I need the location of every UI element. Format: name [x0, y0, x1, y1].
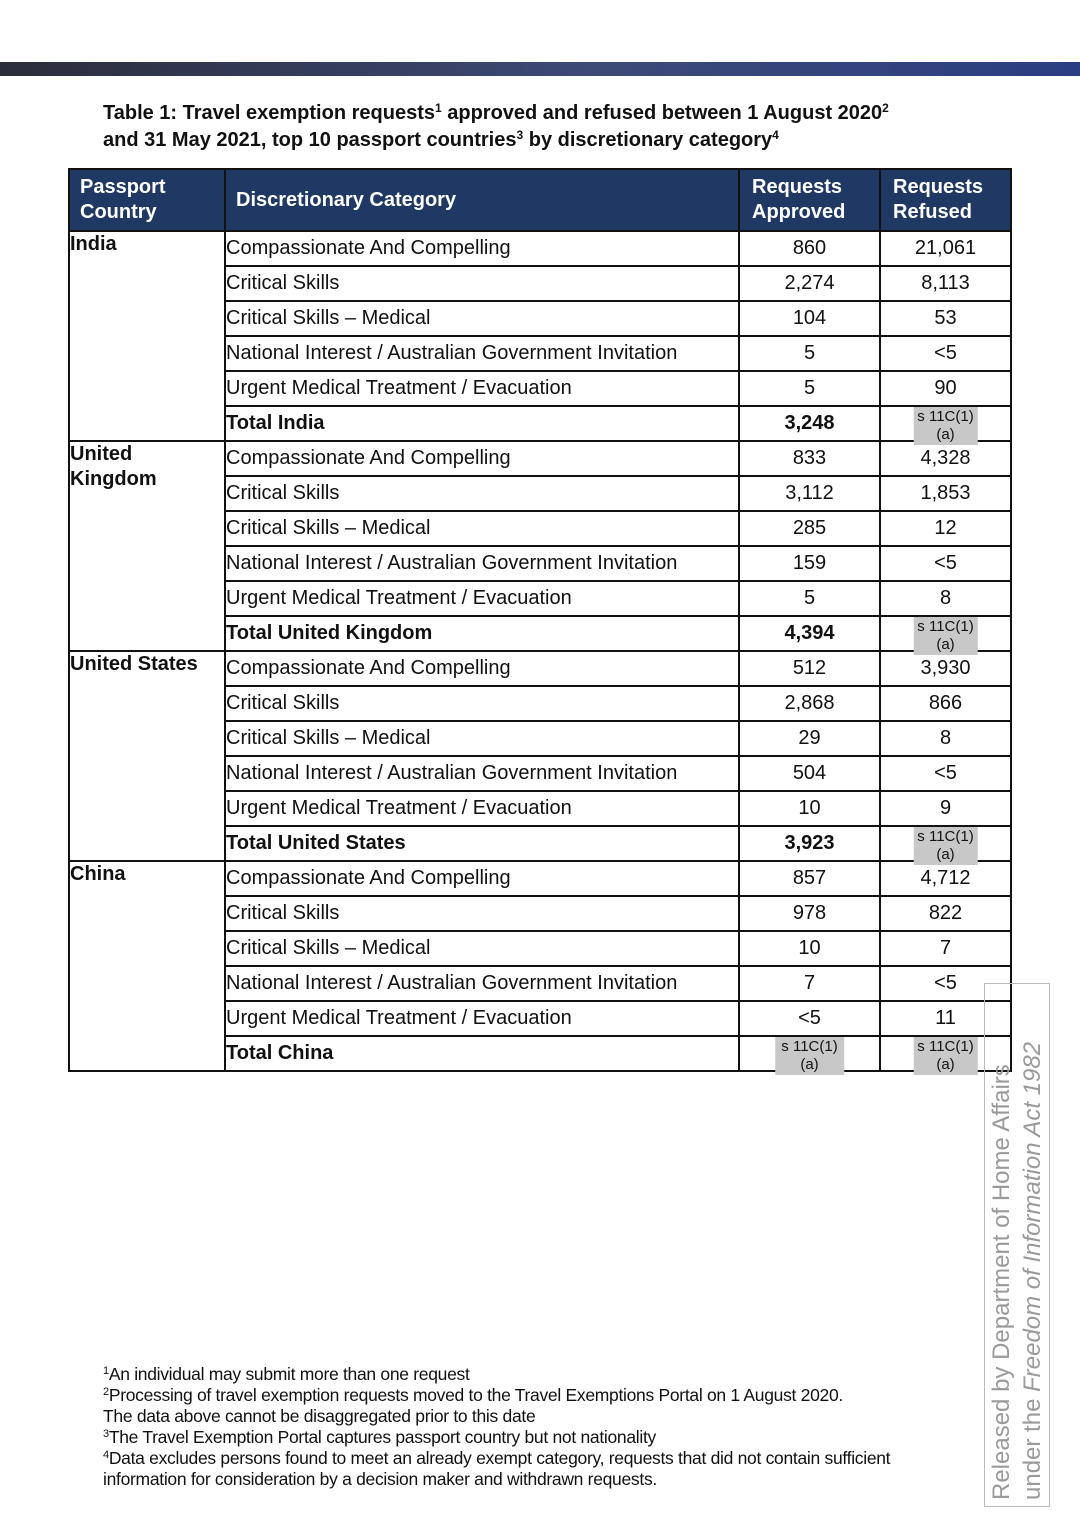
category-cell: Critical Skills – Medical: [225, 511, 739, 546]
approved-cell: <5: [739, 1001, 880, 1036]
table-caption: Table 1: Travel exemption requests$^1$ approved and refused between 1 August 2020$^2$ and 31 May 2021, top 10 passport countries$^3$ by discretionary category$^4$: [103, 101, 889, 151]
refused-cell: 8,113: [880, 266, 1011, 301]
refused-cell: 4,712: [880, 861, 1011, 896]
approved-cell: 3,112: [739, 476, 880, 511]
total-label: Total China: [225, 1036, 739, 1071]
approved-cell: 857: [739, 861, 880, 896]
approved-redacted-cell: [739, 1036, 880, 1071]
refused-cell: 12: [880, 511, 1011, 546]
header-requests-refused: Requests Refused: [880, 169, 1011, 231]
country-cell: United Kingdom: [69, 441, 225, 651]
category-cell: Urgent Medical Treatment / Evacuation: [225, 371, 739, 406]
redaction-mark: s 11C(1)(a): [913, 1037, 978, 1075]
approved-cell: 7: [739, 966, 880, 1001]
refused-cell: 53: [880, 301, 1011, 336]
refused-cell: 21,061: [880, 231, 1011, 266]
refused-cell: 9: [880, 791, 1011, 826]
table-row: [69, 441, 1011, 476]
refused-cell: 11: [880, 1001, 1011, 1036]
category-cell: Compassionate And Compelling: [225, 231, 739, 266]
category-cell: Critical Skills – Medical: [225, 301, 739, 336]
country-cell: India: [69, 231, 225, 441]
refused-redacted-cell: [880, 406, 1011, 441]
category-cell: Critical Skills: [225, 476, 739, 511]
foi-release-stamp: [984, 983, 1050, 1507]
approved-cell: 104: [739, 301, 880, 336]
category-cell: Compassionate And Compelling: [225, 861, 739, 896]
country-cell: United States: [69, 651, 225, 861]
approved-cell: 2,868: [739, 686, 880, 721]
redaction-mark: s 11C(1)(a): [913, 827, 978, 865]
category-cell: Urgent Medical Treatment / Evacuation: [225, 581, 739, 616]
footnote-4: $^4$Data excludes persons found to meet an already exempt category, requests that did not contain sufficient information for consideration by a decision maker and withdrawn requests.: [103, 1448, 891, 1489]
category-cell: National Interest / Australian Government Invitation: [225, 966, 739, 1001]
release-line-2: under the Freedom of Information Act 1982: [1019, 1041, 1046, 1500]
approved-cell: 285: [739, 511, 880, 546]
category-cell: Urgent Medical Treatment / Evacuation: [225, 1001, 739, 1036]
approved-cell: 512: [739, 651, 880, 686]
category-cell: National Interest / Australian Government Invitation: [225, 336, 739, 371]
approved-cell: 5: [739, 371, 880, 406]
category-cell: Critical Skills: [225, 266, 739, 301]
total-label: Total United Kingdom: [225, 616, 739, 651]
refused-cell: 8: [880, 721, 1011, 756]
refused-cell: 866: [880, 686, 1011, 721]
refused-cell: 4,328: [880, 441, 1011, 476]
footnotes: [103, 1364, 973, 1490]
approved-cell: 2,274: [739, 266, 880, 301]
category-cell: Critical Skills – Medical: [225, 931, 739, 966]
approved-cell: 5: [739, 581, 880, 616]
footnote-1: $^1$An individual may submit more than one request: [103, 1364, 470, 1384]
category-cell: Critical Skills: [225, 896, 739, 931]
footnote-3: $^3$The Travel Exemption Portal captures passport country but not nationality: [103, 1427, 656, 1447]
approved-cell: 10: [739, 931, 880, 966]
approved-cell: 504: [739, 756, 880, 791]
refused-cell: <5: [880, 546, 1011, 581]
category-cell: Critical Skills – Medical: [225, 721, 739, 756]
total-label: Total United States: [225, 826, 739, 861]
redaction-mark: s 11C(1)(a): [913, 617, 978, 655]
refused-cell: <5: [880, 756, 1011, 791]
refused-redacted-cell: [880, 826, 1011, 861]
approved-cell: 3,248: [739, 406, 880, 441]
approved-cell: 29: [739, 721, 880, 756]
approved-cell: 5: [739, 336, 880, 371]
header-discretionary-category: Discretionary Category: [225, 169, 739, 231]
approved-cell: 3,923: [739, 826, 880, 861]
header-passport-country: Passport Country: [69, 169, 225, 231]
approved-cell: 10: [739, 791, 880, 826]
refused-cell: 8: [880, 581, 1011, 616]
total-label: Total India: [225, 406, 739, 441]
table-header-row: [69, 169, 1011, 231]
category-cell: Critical Skills: [225, 686, 739, 721]
refused-redacted-cell: [880, 616, 1011, 651]
category-cell: Compassionate And Compelling: [225, 651, 739, 686]
top-banner: [0, 62, 1080, 76]
refused-cell: <5: [880, 966, 1011, 1001]
exemption-table: [68, 168, 1012, 1072]
release-line-1: Released by Department of Home Affairs: [988, 1064, 1015, 1500]
redaction-mark: s 11C(1)(a): [913, 407, 978, 445]
table-row: [69, 861, 1011, 896]
approved-cell: 978: [739, 896, 880, 931]
approved-cell: 159: [739, 546, 880, 581]
approved-cell: 4,394: [739, 616, 880, 651]
category-cell: National Interest / Australian Government Invitation: [225, 546, 739, 581]
approved-cell: 833: [739, 441, 880, 476]
redaction-mark: s 11C(1)(a): [775, 1037, 845, 1075]
refused-cell: 3,930: [880, 651, 1011, 686]
footnote-2: $^2$Processing of travel exemption requests moved to the Travel Exemptions Portal on 1 August 2020. The data above cannot be disaggregated prior to this date: [103, 1385, 843, 1426]
refused-cell: 7: [880, 931, 1011, 966]
table-row: [69, 231, 1011, 266]
refused-cell: 90: [880, 371, 1011, 406]
category-cell: National Interest / Australian Government Invitation: [225, 756, 739, 791]
header-requests-approved: Requests Approved: [739, 169, 880, 231]
category-cell: Compassionate And Compelling: [225, 441, 739, 476]
refused-cell: 822: [880, 896, 1011, 931]
approved-cell: 860: [739, 231, 880, 266]
refused-cell: 1,853: [880, 476, 1011, 511]
refused-cell: <5: [880, 336, 1011, 371]
category-cell: Urgent Medical Treatment / Evacuation: [225, 791, 739, 826]
country-cell: China: [69, 861, 225, 1071]
table-body: [69, 231, 1011, 1071]
table-row: [69, 651, 1011, 686]
